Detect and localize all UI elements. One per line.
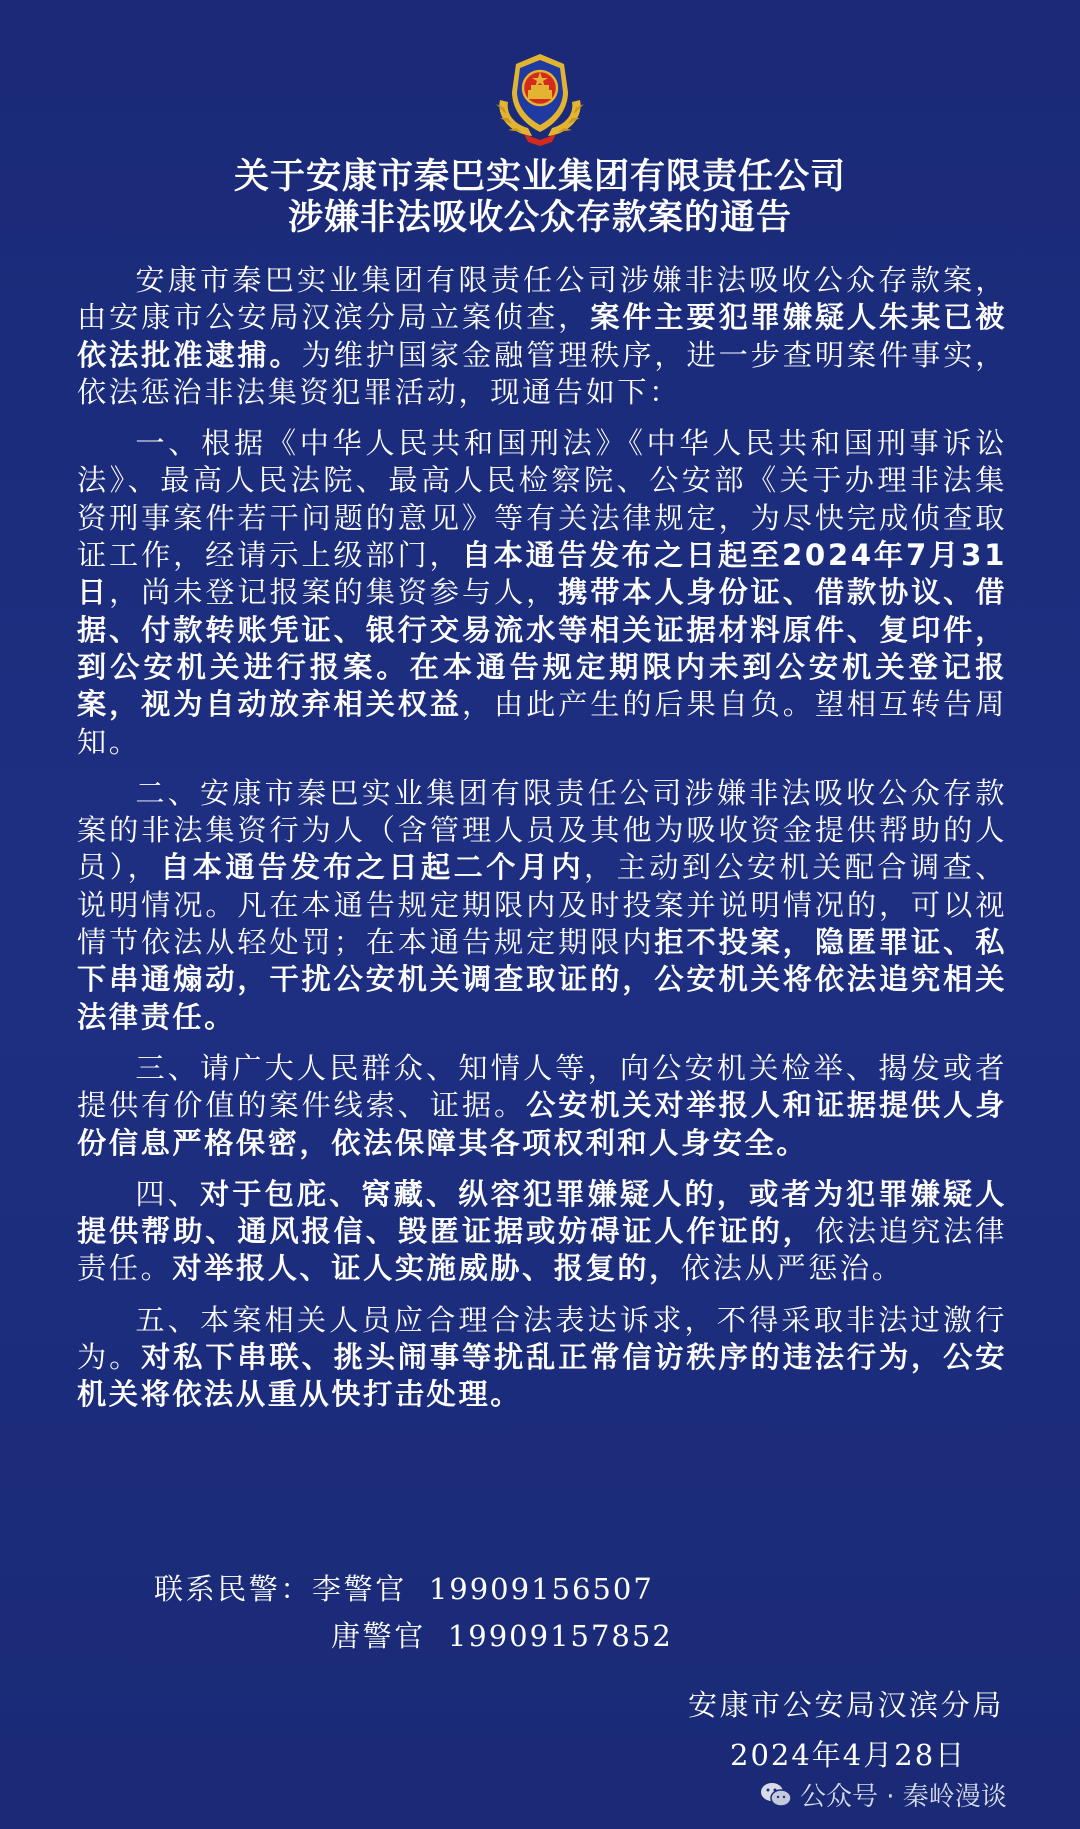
text-run: 二、安康市秦巴实业集团有限责任公司涉嫌非法吸收公众存款案的非法集资行为人（含管理人员及其他为吸收资金提供帮助的人员）， (77, 775, 1007, 885)
text-run: ，由此产生的后果自负。望相互转告周知。 (77, 687, 1008, 759)
officer-2-phone: 19909157852 (447, 1619, 673, 1653)
bold-text-run: 自本通告发布之日起二个月内 (160, 850, 584, 885)
notice-paragraph-4 (77, 1050, 1007, 1162)
notice-paragraph-3 (77, 775, 1007, 1036)
notice-paragraph-2 (77, 425, 1007, 761)
officer-1-name: 李警官 (312, 1572, 407, 1606)
notice-body (77, 262, 1007, 1414)
bold-text-run: 案件主要犯罪嫌疑人朱某已被依法批准逮捕。 (77, 300, 1007, 372)
text-run: 依法从严惩治。 (680, 1251, 904, 1286)
contact-label: 联系民警： (154, 1572, 313, 1606)
text-run: 五、本案相关人员应合理合法表达诉求，不得采取非法过激行为。 (77, 1302, 1007, 1375)
bold-text-run: 自本通告发布之日起至2024年7月31日 (77, 538, 1007, 610)
text-run: 一、根据《中华人民共和国刑法》《中华人民共和国刑事诉讼法》、最高人民法院、最高人民检察院、公安部《关于办理非法集资刑事案件若干问题的意见》等有关法律规定，为尽快完成侦查取证工作，经请示上级部门， (77, 426, 1007, 573)
officer-1-phone: 19909156507 (428, 1572, 654, 1606)
notice-title-line-2: 涉嫌非法吸收公众存款案的通告 (287, 198, 792, 238)
issue-date: 2024年4月28日 (730, 1738, 967, 1772)
text-run: 四、 (135, 1176, 200, 1211)
notice-paragraph-6 (77, 1302, 1007, 1414)
bold-text-run: 携带本人身份证、借款协议、借据、付款转账凭证、银行交易流水等相关证据材料原件、复印件，到公安机关进行报案。在本通告规定期限内未到公安机关登记报案，视为自动放弃相关权益 (77, 575, 1008, 722)
watermark (760, 1776, 1007, 1813)
text-run: 依法追究法律责任。 (77, 1214, 1007, 1286)
text-run: 三、请广大人民群众、知情人等，向公安机关检举、揭发或者提供有价值的案件线索、证据。 (77, 1050, 1007, 1123)
notice-title-line-1: 关于安康市秦巴实业集团有限责任公司 (233, 157, 846, 197)
bold-text-run: 公安机关对举报人和证据提供人身份信息严格保密，依法保障其各项权利和人身安全。 (77, 1088, 1007, 1160)
text-run: ，尚未登记报案的集资参与人， (109, 575, 559, 610)
contact-line-2 (331, 1617, 673, 1655)
bold-text-run: 对于包庇、窝藏、纵容犯罪嫌疑人的，或者为犯罪嫌疑人提供帮助、通风报信、毁匿证据或妨碍证人作证的， (77, 1176, 1008, 1249)
wechat-icon (760, 1782, 792, 1808)
watermark-text: 公众号 · 秦岭漫谈 (800, 1782, 1007, 1812)
notice-paragraph-5 (77, 1176, 1007, 1288)
contact-line-1 (154, 1570, 654, 1608)
notice-paragraph-1 (77, 262, 1007, 411)
officer-2-name: 唐警官 (331, 1619, 426, 1653)
issuer-name: 安康市公安局汉滨分局 (687, 1688, 1004, 1722)
bold-text-run: 拒不投案，隐匿罪证、私下串通煽动，干扰公安机关调查取证的，公安机关将依法追究相关法律责任。 (77, 925, 1007, 1034)
police-emblem-icon (490, 48, 590, 148)
text-run: 安康市秦巴实业集团有限责任公司涉嫌非法吸收公众存款案，由安康市公安局汉滨分局立案侦查， (77, 263, 1007, 335)
text-run: 为维护国家金融管理秩序，进一步查明案件事实，依法惩治非法集资犯罪活动，现通告如下： (77, 337, 1008, 409)
text-run: ，主动到公安机关配合调查、说明情况。凡在本通告规定期限内及时投案并说明情况的，可以视情节依法从轻处罚；在本通告规定期限内 (77, 850, 1007, 960)
bold-text-run: 对私下串联、挑头闹事等扰乱正常信访秩序的违法行为，公安机关将依法从重从快打击处理。 (77, 1340, 1008, 1412)
bold-text-run: 对举报人、证人实施威胁、报复的， (172, 1251, 681, 1286)
